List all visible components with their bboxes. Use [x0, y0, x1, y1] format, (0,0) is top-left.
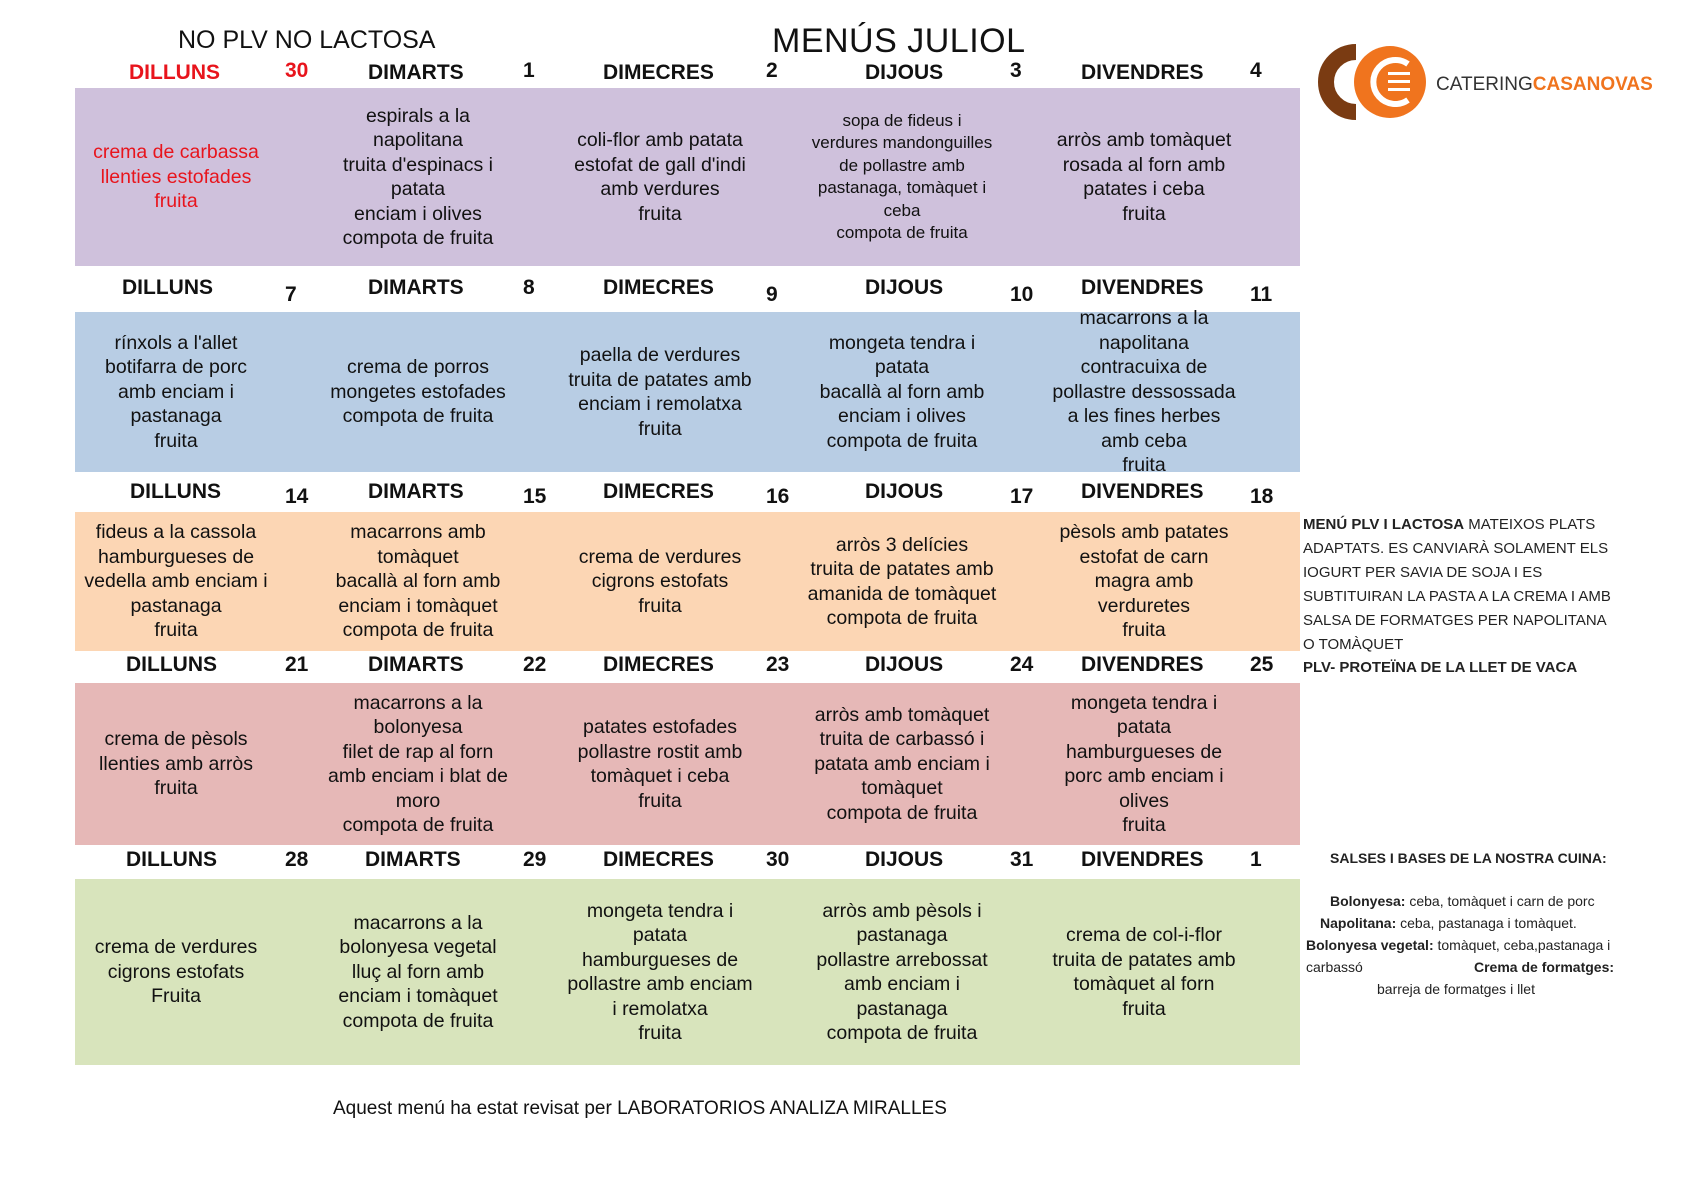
menu-text: arròs 3 delícies truita de patates amb amanida de tomàquet compota de fruita	[807, 533, 997, 629]
day-number: 2	[766, 59, 778, 82]
menu-text: crema de verdures cigrons estofats Fruita	[94, 936, 258, 1008]
menu-cell	[543, 683, 778, 845]
sauce-text: ceba, pastanaga i tomàquet.	[1396, 915, 1577, 931]
side-note-bold: MENÚ PLV I LACTOSA	[1303, 516, 1465, 533]
day-number: 18	[1250, 485, 1274, 508]
menu-cell	[785, 879, 1020, 1065]
day-name: DIVENDRES	[1081, 848, 1204, 871]
day-name: DIMECRES	[603, 653, 714, 676]
subtitle: NO PLV NO LACTOSA	[178, 26, 436, 54]
day-number: 14	[285, 485, 309, 508]
menu-cell	[785, 512, 1020, 651]
menu-cell	[1027, 512, 1262, 651]
day-name: DIJOUS	[865, 61, 944, 84]
menu-cell	[301, 879, 536, 1065]
day-number: 9	[766, 283, 778, 306]
sauce-crema-text: barreja de formatges i llet	[1377, 981, 1535, 997]
side-note	[1303, 513, 1618, 657]
menu-text: macarrons a la bolonyesa vegetal lluç al forn amb enciam i tomàquet compota de fruita	[338, 911, 498, 1032]
menu-cell	[301, 512, 536, 651]
sauce-bolonyesa	[1330, 890, 1630, 912]
menu-text: espirals a la napolitana truita d'espinacs i patata enciam i olives compota de fruita	[342, 104, 494, 249]
day-name: DILLUNS	[126, 848, 217, 871]
menu-text: pèsols amb patates estofat de carn magra amb verduretes fruita	[1059, 521, 1229, 642]
day-number: 11	[1250, 283, 1273, 306]
day-name: DIJOUS	[865, 480, 944, 503]
day-name: DIVENDRES	[1081, 61, 1204, 84]
logo-text-plain: CATERING	[1436, 74, 1533, 95]
day-name: DIJOUS	[865, 276, 944, 299]
menu-cell	[543, 879, 778, 1065]
sauce-label: Bolonyesa vegetal:	[1306, 937, 1434, 953]
menu-cell	[785, 88, 1020, 266]
day-number: 21	[285, 653, 309, 676]
day-number: 28	[285, 848, 309, 871]
page-title: MENÚS JULIOL	[772, 22, 1026, 60]
menu-text: rínxols a l'allet botifarra de porc amb enciam i pastanaga fruita	[105, 331, 247, 452]
menu-text: crema de carbassa llenties estofades fruita	[93, 141, 259, 213]
day-name: DILLUNS	[129, 61, 220, 84]
day-name: DILLUNS	[130, 480, 221, 503]
menu-text: arròs amb pèsols i pastanaga pollastre arrebossat amb enciam i pastanaga compota de fruita	[816, 899, 988, 1044]
menu-text: crema de pèsols llenties amb arròs fruita	[99, 728, 253, 800]
menu-text: mongeta tendra i patata bacallà al forn amb enciam i olives compota de fruita	[819, 331, 985, 452]
day-number: 23	[766, 653, 790, 676]
day-name: DIJOUS	[865, 653, 944, 676]
day-name: DIJOUS	[865, 848, 944, 871]
sauce-text: ceba, tomàquet i carn de porc	[1405, 893, 1595, 909]
day-number: 7	[285, 283, 297, 306]
day-name: DIVENDRES	[1081, 480, 1204, 503]
day-number: 17	[1010, 485, 1034, 508]
menu-cell	[59, 879, 294, 1065]
day-name: DIMARTS	[365, 848, 461, 871]
sauce-text: tomàquet, ceba,pastanaga i carbassó	[1306, 937, 1611, 975]
sauce-napolitana	[1320, 912, 1630, 934]
day-name: DIMECRES	[603, 276, 714, 299]
svg-text:CATERINGCASANOVAS	[1436, 74, 1653, 95]
menu-cell	[1027, 307, 1262, 477]
sauce-crema-label: Crema de formatges:	[1474, 959, 1615, 975]
menu-text: sopa de fideus i verdures mandonguilles de pollastre amb pastanaga, tomàquet i ceba compota de fruita	[811, 110, 993, 242]
menu-text: arròs amb tomàquet truita de carbassó i patata amb enciam i tomàquet compota de fruita	[814, 703, 990, 824]
sauce-label: Napolitana:	[1320, 915, 1397, 931]
day-number: 10	[1010, 283, 1034, 306]
menu-cell	[59, 683, 294, 845]
menu-cell	[301, 683, 536, 845]
menu-cell	[301, 312, 536, 472]
menu-cell	[59, 512, 294, 651]
day-name: DIMECRES	[603, 848, 714, 871]
day-name: DIVENDRES	[1081, 653, 1204, 676]
day-name: DIMECRES	[603, 480, 714, 503]
day-number: 1	[1250, 848, 1262, 871]
menu-cell	[1027, 88, 1262, 266]
sauces-title: SALSES I BASES DE LA NOSTRA CUINA:	[1330, 850, 1607, 866]
footer-note: Aquest menú ha estat revisat per LABORATORIOS ANALIZA MIRALLES	[333, 1098, 947, 1119]
menu-cell	[785, 683, 1020, 845]
menu-text: fideus a la cassola hamburgueses de vedella amb enciam i pastanaga fruita	[84, 521, 268, 642]
menu-text: arròs amb tomàquet rosada al forn amb patates i ceba fruita	[1056, 129, 1232, 225]
side-note-text: MATEIXOS PLATS ADAPTATS. ES CANVIARÀ SOLAMENT ELS IOGURT PER SAVIA DE SOJA I ES SUBTITUIRAN LA PASTA A LA CREMA I AMB SALSA DE FORMATGES PER NAPOLITANA O TOMÀQUET	[1303, 516, 1611, 653]
menu-text: crema de verdures cigrons estofats fruita	[578, 545, 742, 617]
menu-text: patates estofades pollastre rostit amb tomàquet i ceba fruita	[577, 716, 743, 812]
day-number: 4	[1250, 59, 1262, 82]
day-name: DIMARTS	[368, 276, 464, 299]
plv-note: PLV- PROTEÏNA DE LA LLET DE VACA	[1303, 659, 1578, 676]
menu-cell	[301, 88, 536, 266]
day-name: DIMARTS	[368, 61, 464, 84]
menu-cell	[1027, 879, 1262, 1065]
menu-cell	[59, 88, 294, 266]
catering-logo	[1308, 42, 1653, 122]
day-name: DIVENDRES	[1081, 276, 1204, 299]
day-number: 15	[523, 485, 547, 508]
menu-text: coli-flor amb patata estofat de gall d'indi amb verdures fruita	[574, 129, 746, 225]
logo-c-brown	[1326, 52, 1356, 112]
menu-text: macarrons a la napolitana contracuixa de pollastre dessossada a les fines herbes amb ceba fruita	[1052, 307, 1236, 477]
day-number: 30	[766, 848, 790, 871]
menu-cell	[59, 312, 294, 472]
menu-cell	[785, 312, 1020, 472]
day-number: 30	[285, 59, 309, 82]
menu-cell	[1027, 683, 1262, 845]
day-name: DIMARTS	[368, 480, 464, 503]
day-number: 1	[523, 59, 535, 82]
day-number: 16	[766, 485, 790, 508]
sauce-label: Bolonyesa:	[1330, 893, 1406, 909]
day-number: 22	[523, 653, 547, 676]
menu-cell	[543, 512, 778, 651]
day-number: 29	[523, 848, 547, 871]
day-number: 25	[1250, 653, 1274, 676]
day-name: DILLUNS	[122, 276, 213, 299]
day-number: 24	[1010, 653, 1034, 676]
day-number: 3	[1010, 59, 1022, 82]
menu-text: crema de porros mongetes estofades compota de fruita	[330, 356, 506, 428]
day-name: DILLUNS	[126, 653, 217, 676]
menu-text: crema de col-i-flor truita de patates amb tomàquet al forn fruita	[1052, 924, 1236, 1020]
menu-text: mongeta tendra i patata hamburgueses de porc amb enciam i olives fruita	[1064, 691, 1224, 836]
menu-text: macarrons a la bolonyesa filet de rap al forn amb enciam i blat de moro compota de fruita	[328, 691, 508, 836]
logo-text-bold: CASANOVAS	[1532, 74, 1653, 95]
day-number: 8	[523, 276, 535, 299]
menu-text: mongeta tendra i patata hamburgueses de pollastre amb enciam i remolatxa fruita	[567, 899, 753, 1044]
menu-text: macarrons amb tomàquet bacallà al forn amb enciam i tomàquet compota de fruita	[335, 521, 501, 642]
menu-cell	[543, 88, 778, 266]
day-name: DIMARTS	[368, 653, 464, 676]
day-number: 31	[1010, 848, 1034, 871]
menu-cell	[543, 312, 778, 472]
day-name: DIMECRES	[603, 61, 714, 84]
menu-text: paella de verdures truita de patates amb enciam i remolatxa fruita	[568, 344, 752, 440]
